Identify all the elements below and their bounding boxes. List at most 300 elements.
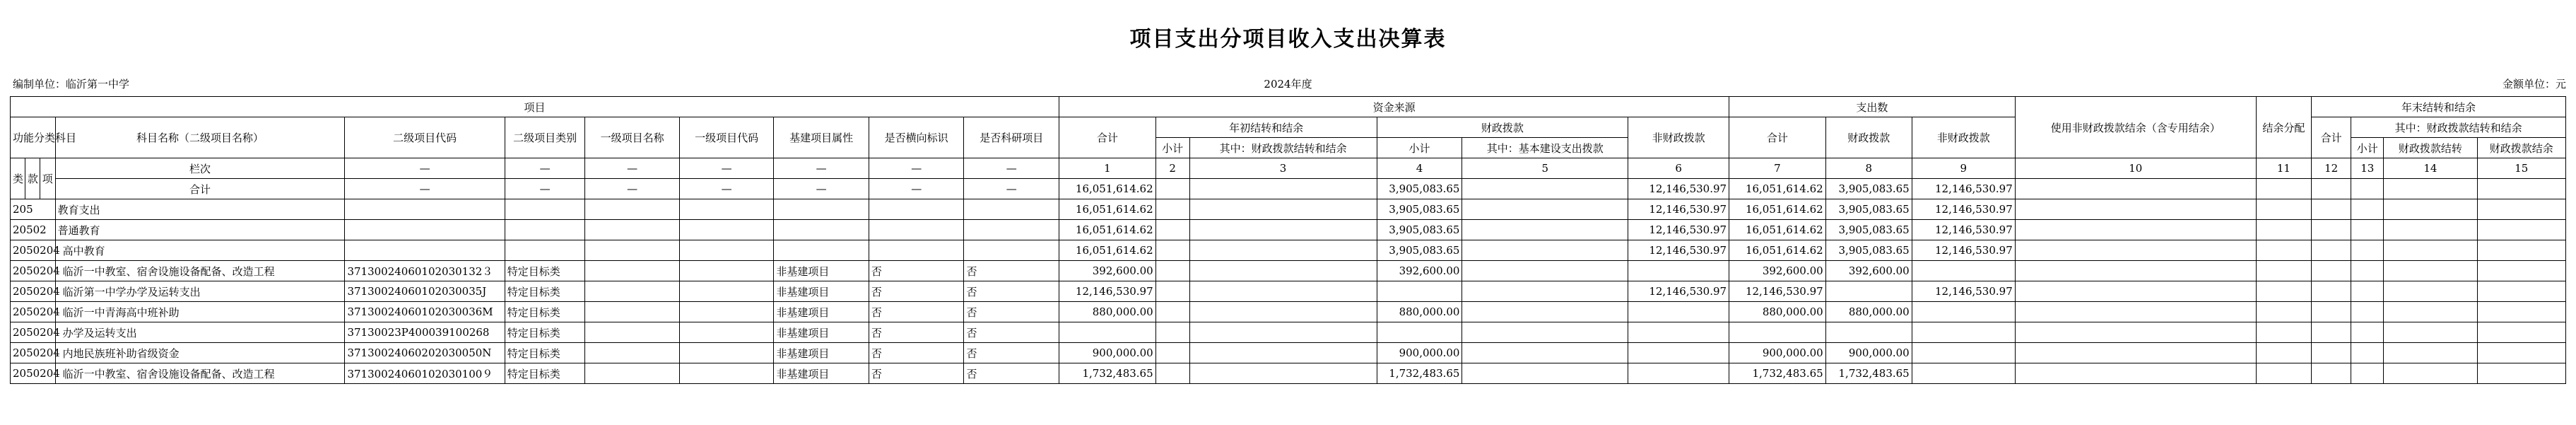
cell-total: 16,051,614.62 (1059, 240, 1156, 261)
cell-horizontal-flag (869, 240, 964, 261)
cell-empty (2384, 179, 2477, 199)
cell-exp-fiscal (1825, 281, 1912, 302)
cell-l1-name (585, 220, 679, 240)
cell-begin-subtotal (1155, 302, 1189, 322)
page-title: 项目支出分项目收入支出决算表 (1129, 27, 1447, 52)
cell-research-flag (964, 199, 1059, 220)
header-l1-name: 一级项目名称 (585, 117, 679, 158)
cell-surplus-use (2015, 281, 2256, 302)
dash-cell: — (679, 179, 773, 199)
lanci-label: 栏次 (55, 158, 345, 179)
cell-l1-code (679, 220, 773, 240)
cell-exp-fiscal: 1,732,483.65 (1825, 363, 1912, 384)
cell-research-flag: 否 (964, 322, 1059, 343)
cell-ye-fiscal-surplus (2477, 322, 2565, 343)
cell-of-capital (1462, 199, 1628, 220)
cell-ye-fiscal-carry (2384, 363, 2477, 384)
header-fg-subtotal: 小计 (1377, 138, 1462, 158)
cell-l2-code: 37130024060102030035J (345, 281, 505, 302)
total-label: 合计 (55, 179, 345, 199)
cell-exp-nonfiscal: 12,146,530.97 (1912, 179, 2015, 199)
cell-horizontal-flag: 否 (869, 302, 964, 322)
cell-begin-subtotal (1155, 363, 1189, 384)
cell-begin-fiscal (1189, 240, 1377, 261)
cell-ye-total (2312, 281, 2351, 302)
cell-exp-fiscal: 3,905,083.65 (1825, 199, 1912, 220)
cell-subject-name: 内地民族班补助省级资金 (55, 343, 345, 363)
cell-of-capital (1462, 302, 1628, 322)
cell-ye-fiscal-carry (2384, 343, 2477, 363)
cell-fg-subtotal: 3,905,083.65 (1377, 220, 1462, 240)
cell-l1-name (585, 261, 679, 281)
cell-l2-code: 37130024060102030036M (345, 302, 505, 322)
cell-capital-attr: 非基建项目 (774, 363, 869, 384)
cell-ye-sub (2351, 261, 2384, 281)
cell-nonfiscal: 12,146,530.97 (1628, 281, 1729, 302)
cell-horizontal-flag: 否 (869, 343, 964, 363)
cell-ye-fiscal-surplus (2477, 261, 2565, 281)
cell-ye-total (2312, 240, 2351, 261)
cell-empty (2351, 179, 2384, 199)
cell-research-flag: 否 (964, 363, 1059, 384)
cell-l2-type: 特定目标类 (505, 343, 585, 363)
cell-func-code: 2050204 (11, 240, 56, 261)
cell-exp-fiscal: 3,905,083.65 (1825, 220, 1912, 240)
cell-surplus-dist (2256, 220, 2311, 240)
cell-l2-type: 特定目标类 (505, 302, 585, 322)
cell-total: 392,600.00 (1059, 261, 1156, 281)
header-ye-fiscal-surplus: 财政拨款结余 (2477, 138, 2565, 158)
cell-subject-name: 临沂一中教室、宿舍设施设备配备、改造工程 (55, 363, 345, 384)
cell-l1-name (585, 322, 679, 343)
table-row (11, 199, 2566, 220)
header-horizontal-flag: 是否横向标识 (869, 117, 964, 158)
col-index: 13 (2351, 158, 2384, 179)
header-exp-nonfiscal: 非财政拨款 (1912, 117, 2015, 158)
cell-exp-total: 16,051,614.62 (1729, 240, 1826, 261)
col-index: 7 (1729, 158, 1826, 179)
cell-l2-type: 特定目标类 (505, 281, 585, 302)
cell-fg-subtotal: 3,905,083.65 (1377, 179, 1462, 199)
cell-research-flag: 否 (964, 302, 1059, 322)
header-research-flag: 是否科研项目 (964, 117, 1059, 158)
cell-exp-total: 1,732,483.65 (1729, 363, 1826, 384)
cell-exp-fiscal: 880,000.00 (1825, 302, 1912, 322)
cell-ye-sub (2351, 199, 2384, 220)
col-index: 9 (1912, 158, 2015, 179)
cell-func-code: 2050204 (11, 322, 56, 343)
budget-table (10, 96, 2566, 384)
cell-horizontal-flag: 否 (869, 363, 964, 384)
cell-l2-type: 特定目标类 (505, 363, 585, 384)
cell-begin-fiscal (1189, 199, 1377, 220)
dash-cell: — (345, 179, 505, 199)
header-of-capital: 其中：基本建设支出拨款 (1462, 138, 1628, 158)
cell-capital-attr: 非基建项目 (774, 261, 869, 281)
cell-surplus-dist (2256, 302, 2311, 322)
cell-ye-sub (2351, 302, 2384, 322)
cell-l2-type (505, 199, 585, 220)
cell-l2-type: 特定目标类 (505, 322, 585, 343)
table-row (11, 261, 2566, 281)
cell-total: 880,000.00 (1059, 302, 1156, 322)
cell-ye-sub (2351, 363, 2384, 384)
header-row-1 (11, 97, 2566, 117)
cell-horizontal-flag: 否 (869, 281, 964, 302)
cell-surplus-use (2015, 261, 2256, 281)
dash-cell: — (585, 158, 679, 179)
dash-cell: — (505, 179, 585, 199)
cell-empty (1155, 179, 1189, 199)
cell-begin-fiscal (1189, 322, 1377, 343)
cell-horizontal-flag: 否 (869, 261, 964, 281)
cell-ye-fiscal-surplus (2477, 240, 2565, 261)
header-of-fiscal-carry: 其中：财政拨款结转和结余 (1189, 138, 1377, 158)
cell-surplus-dist (2256, 240, 2311, 261)
cell-subject-name: 高中教育 (55, 240, 345, 261)
cell-empty (2015, 179, 2256, 199)
cell-surplus-dist (2256, 343, 2311, 363)
cell-func-code: 205 (11, 199, 56, 220)
cell-begin-fiscal (1189, 302, 1377, 322)
cell-surplus-use (2015, 302, 2256, 322)
cell-surplus-use (2015, 343, 2256, 363)
cell-surplus-dist (2256, 322, 2311, 343)
cell-nonfiscal: 12,146,530.97 (1628, 199, 1729, 220)
header-exp-fiscal: 财政拨款 (1825, 117, 1912, 158)
cell-nonfiscal: 12,146,530.97 (1628, 240, 1729, 261)
table-row (11, 322, 2566, 343)
table-row (11, 240, 2566, 261)
currency-unit: 金额单位：元 (2502, 78, 2566, 91)
cell-exp-total: 16,051,614.62 (1729, 199, 1826, 220)
cell-func-code: 2050204 (11, 343, 56, 363)
cell-exp-fiscal: 3,905,083.65 (1825, 240, 1912, 261)
cell-func-code: 20502 (11, 220, 56, 240)
header-project: 项目 (11, 97, 1059, 117)
cell-capital-attr: 非基建项目 (774, 343, 869, 363)
header-l1-code: 一级项目代码 (679, 117, 773, 158)
cell-l1-name (585, 363, 679, 384)
cell-research-flag: 否 (964, 281, 1059, 302)
cell-exp-fiscal (1825, 322, 1912, 343)
header-begin-carry: 年初结转和结余 (1155, 117, 1377, 138)
cell-fg-subtotal: 3,905,083.65 (1377, 199, 1462, 220)
cell-total: 16,051,614.62 (1059, 220, 1156, 240)
cell-begin-subtotal (1155, 322, 1189, 343)
cell-l2-code: 37130024060102030132３ (345, 261, 505, 281)
cell-ye-fiscal-surplus (2477, 343, 2565, 363)
cell-l2-code: 37130024060202030050N (345, 343, 505, 363)
cell-l1-code (679, 343, 773, 363)
col-index: 5 (1462, 158, 1628, 179)
cell-nonfiscal (1628, 363, 1729, 384)
cell-l1-code (679, 261, 773, 281)
cell-capital-attr (774, 199, 869, 220)
col-index: 4 (1377, 158, 1462, 179)
cell-nonfiscal (1628, 302, 1729, 322)
cell-subject-name: 临沂一中教室、宿舍设施设备配备、改造工程 (55, 261, 345, 281)
cell-exp-total (1729, 322, 1826, 343)
cell-research-flag: 否 (964, 343, 1059, 363)
header-ye-fiscal-carry: 财政拨款结转 (2384, 138, 2477, 158)
cell-total: 900,000.00 (1059, 343, 1156, 363)
cell-l1-code (679, 363, 773, 384)
cell-of-capital (1462, 363, 1628, 384)
header-func-class: 功能分类科目 (11, 117, 56, 158)
cell-ye-fiscal-carry (2384, 302, 2477, 322)
col-index: 1 (1059, 158, 1156, 179)
header-lei: 类 (11, 158, 25, 199)
header-ye-total: 合计 (2312, 117, 2351, 158)
cell-fg-subtotal (1377, 281, 1462, 302)
cell-subject-name: 办学及运转支出 (55, 322, 345, 343)
cell-horizontal-flag: 否 (869, 322, 964, 343)
cell-empty (2256, 179, 2311, 199)
header-surplus-dist: 结余分配 (2256, 97, 2311, 158)
cell-l2-type: 特定目标类 (505, 261, 585, 281)
cell-l1-code (679, 302, 773, 322)
cell-ye-fiscal-surplus (2477, 281, 2565, 302)
cell-ye-total (2312, 322, 2351, 343)
cell-exp-nonfiscal: 12,146,530.97 (1912, 220, 2015, 240)
cell-of-capital (1462, 261, 1628, 281)
cell-exp-nonfiscal: 12,146,530.97 (1912, 240, 2015, 261)
cell-l2-type (505, 220, 585, 240)
cell-research-flag (964, 240, 1059, 261)
cell-fg-subtotal (1377, 322, 1462, 343)
cell-surplus-use (2015, 220, 2256, 240)
cell-of-capital (1462, 220, 1628, 240)
cell-surplus-dist (2256, 363, 2311, 384)
cell-ye-fiscal-surplus (2477, 363, 2565, 384)
cell-func-code: 2050204 (11, 281, 56, 302)
cell-exp-fiscal: 392,600.00 (1825, 261, 1912, 281)
cell-capital-attr: 非基建项目 (774, 302, 869, 322)
header-year-end: 年末结转和结余 (2312, 97, 2566, 117)
cell-of-capital (1462, 281, 1628, 302)
header-subject-name: 科目名称（二级项目名称） (55, 117, 345, 158)
header-kuan: 款 (25, 158, 40, 199)
col-index: 15 (2477, 158, 2565, 179)
cell-exp-nonfiscal: 12,146,530.97 (1912, 199, 2015, 220)
cell-ye-fiscal-surplus (2477, 302, 2565, 322)
cell-begin-subtotal (1155, 261, 1189, 281)
cell-ye-total (2312, 220, 2351, 240)
col-index: 3 (1189, 158, 1377, 179)
dash-cell: — (774, 179, 869, 199)
cell-ye-total (2312, 199, 2351, 220)
header-l2-code: 二级项目代码 (345, 117, 505, 158)
cell-l1-code (679, 199, 773, 220)
cell-of-capital (1462, 322, 1628, 343)
dash-cell: — (964, 158, 1059, 179)
cell-l2-code (345, 199, 505, 220)
cell-capital-attr: 非基建项目 (774, 281, 869, 302)
cell-research-flag (964, 220, 1059, 240)
cell-ye-sub (2351, 343, 2384, 363)
cell-l2-type (505, 240, 585, 261)
dash-cell: — (869, 179, 964, 199)
cell-nonfiscal: 12,146,530.97 (1628, 179, 1729, 199)
header-exp-total: 合计 (1729, 117, 1826, 158)
cell-ye-fiscal-carry (2384, 199, 2477, 220)
table-row (11, 281, 2566, 302)
cell-begin-fiscal (1189, 281, 1377, 302)
cell-surplus-use (2015, 363, 2256, 384)
cell-fg-subtotal: 900,000.00 (1377, 343, 1462, 363)
cell-nonfiscal: 12,146,530.97 (1628, 220, 1729, 240)
cell-horizontal-flag (869, 199, 964, 220)
cell-begin-subtotal (1155, 199, 1189, 220)
table-row (11, 363, 2566, 384)
cell-surplus-use (2015, 199, 2256, 220)
cell-exp-nonfiscal (1912, 261, 2015, 281)
cell-l2-code: 37130023P400039100268 (345, 322, 505, 343)
cell-fg-subtotal: 1,732,483.65 (1377, 363, 1462, 384)
cell-exp-nonfiscal (1912, 322, 2015, 343)
cell-l1-name (585, 343, 679, 363)
total-row (11, 179, 2566, 199)
cell-exp-fiscal: 3,905,083.65 (1825, 179, 1912, 199)
cell-exp-nonfiscal (1912, 343, 2015, 363)
cell-nonfiscal (1628, 322, 1729, 343)
cell-fg-subtotal: 3,905,083.65 (1377, 240, 1462, 261)
header-subtotal: 小计 (1155, 138, 1189, 158)
cell-of-capital (1462, 343, 1628, 363)
col-index: 6 (1628, 158, 1729, 179)
cell-exp-nonfiscal (1912, 302, 2015, 322)
header-total: 合计 (1059, 117, 1156, 158)
cell-empty (1462, 179, 1628, 199)
cell-exp-total: 16,051,614.62 (1729, 220, 1826, 240)
cell-exp-nonfiscal (1912, 363, 2015, 384)
cell-ye-total (2312, 261, 2351, 281)
cell-l1-name (585, 240, 679, 261)
dash-cell: — (964, 179, 1059, 199)
cell-ye-fiscal-carry (2384, 322, 2477, 343)
col-index: 8 (1825, 158, 1912, 179)
cell-func-code: 2050204 (11, 261, 56, 281)
cell-ye-total (2312, 343, 2351, 363)
cell-surplus-use (2015, 240, 2256, 261)
dash-cell: — (505, 158, 585, 179)
header-nonfiscal-grant: 非财政拨款 (1628, 117, 1729, 158)
cell-subject-name: 教育支出 (55, 199, 345, 220)
reporting-unit: 编制单位：临沂第一中学 (13, 78, 130, 91)
cell-subject-name: 临沂一中青海高中班补助 (55, 302, 345, 322)
cell-capital-attr (774, 240, 869, 261)
cell-ye-fiscal-surplus (2477, 220, 2565, 240)
cell-total: 12,146,530.97 (1059, 281, 1156, 302)
cell-ye-fiscal-carry (2384, 220, 2477, 240)
cell-l1-code (679, 240, 773, 261)
cell-ye-sub (2351, 281, 2384, 302)
col-index: 2 (1155, 158, 1189, 179)
cell-subject-name: 普通教育 (55, 220, 345, 240)
col-index: 10 (2015, 158, 2256, 179)
cell-fg-subtotal: 880,000.00 (1377, 302, 1462, 322)
cell-ye-sub (2351, 220, 2384, 240)
table-row (11, 343, 2566, 363)
header-funding-source: 资金来源 (1059, 97, 1729, 117)
cell-l2-code (345, 240, 505, 261)
cell-surplus-dist (2256, 261, 2311, 281)
cell-fg-subtotal: 392,600.00 (1377, 261, 1462, 281)
cell-func-code: 2050204 (11, 363, 56, 384)
cell-exp-nonfiscal: 12,146,530.97 (1912, 281, 2015, 302)
header-xiang: 项 (40, 158, 55, 199)
header-ye-sub: 小计 (2351, 138, 2384, 158)
cell-ye-fiscal-carry (2384, 261, 2477, 281)
dash-cell: — (585, 179, 679, 199)
cell-l1-code (679, 281, 773, 302)
col-index: 12 (2312, 158, 2351, 179)
header-capital-attr: 基建项目属性 (774, 117, 869, 158)
cell-empty (2477, 179, 2565, 199)
cell-total (1059, 322, 1156, 343)
cell-capital-attr: 非基建项目 (774, 322, 869, 343)
cell-l2-code (345, 220, 505, 240)
header-l2-type: 二级项目类别 (505, 117, 585, 158)
cell-ye-fiscal-carry (2384, 240, 2477, 261)
cell-ye-sub (2351, 240, 2384, 261)
cell-of-capital (1462, 240, 1628, 261)
cell-l1-name (585, 199, 679, 220)
dash-cell: — (679, 158, 773, 179)
cell-exp-total: 12,146,530.97 (1729, 281, 1826, 302)
cell-l2-code: 37130024060102030100９ (345, 363, 505, 384)
cell-begin-subtotal (1155, 220, 1189, 240)
cell-l1-name (585, 302, 679, 322)
cell-surplus-use (2015, 322, 2256, 343)
report-year: 2024年度 (1264, 78, 1312, 91)
dash-cell: — (345, 158, 505, 179)
header-surplus-use: 使用非财政拨款结余（含专用结余） (2015, 97, 2256, 158)
col-index: 11 (2256, 158, 2311, 179)
cell-ye-fiscal-carry (2384, 281, 2477, 302)
header-fiscal-grant: 财政拨款 (1377, 117, 1628, 138)
dash-cell: — (774, 158, 869, 179)
cell-ye-total (2312, 302, 2351, 322)
col-index: 14 (2384, 158, 2477, 179)
cell-surplus-dist (2256, 281, 2311, 302)
cell-total: 1,732,483.65 (1059, 363, 1156, 384)
cell-begin-subtotal (1155, 281, 1189, 302)
cell-exp-total: 392,600.00 (1729, 261, 1826, 281)
cell-capital-attr (774, 220, 869, 240)
cell-begin-subtotal (1155, 343, 1189, 363)
cell-l1-name (585, 281, 679, 302)
cell-begin-subtotal (1155, 240, 1189, 261)
cell-exp-total: 880,000.00 (1729, 302, 1826, 322)
cell-empty (2312, 179, 2351, 199)
cell-func-code: 2050204 (11, 302, 56, 322)
cell-begin-fiscal (1189, 261, 1377, 281)
cell-ye-sub (2351, 322, 2384, 343)
cell-horizontal-flag (869, 220, 964, 240)
table-row (11, 220, 2566, 240)
cell-surplus-dist (2256, 199, 2311, 220)
cell-nonfiscal (1628, 261, 1729, 281)
cell-ye-total (2312, 363, 2351, 384)
cell-total: 16,051,614.62 (1059, 199, 1156, 220)
header-ye-of-which: 其中：财政拨款结转和结余 (2351, 117, 2566, 138)
cell-begin-fiscal (1189, 363, 1377, 384)
lanci-row (11, 158, 2566, 179)
dash-cell: — (869, 158, 964, 179)
cell-nonfiscal (1628, 343, 1729, 363)
